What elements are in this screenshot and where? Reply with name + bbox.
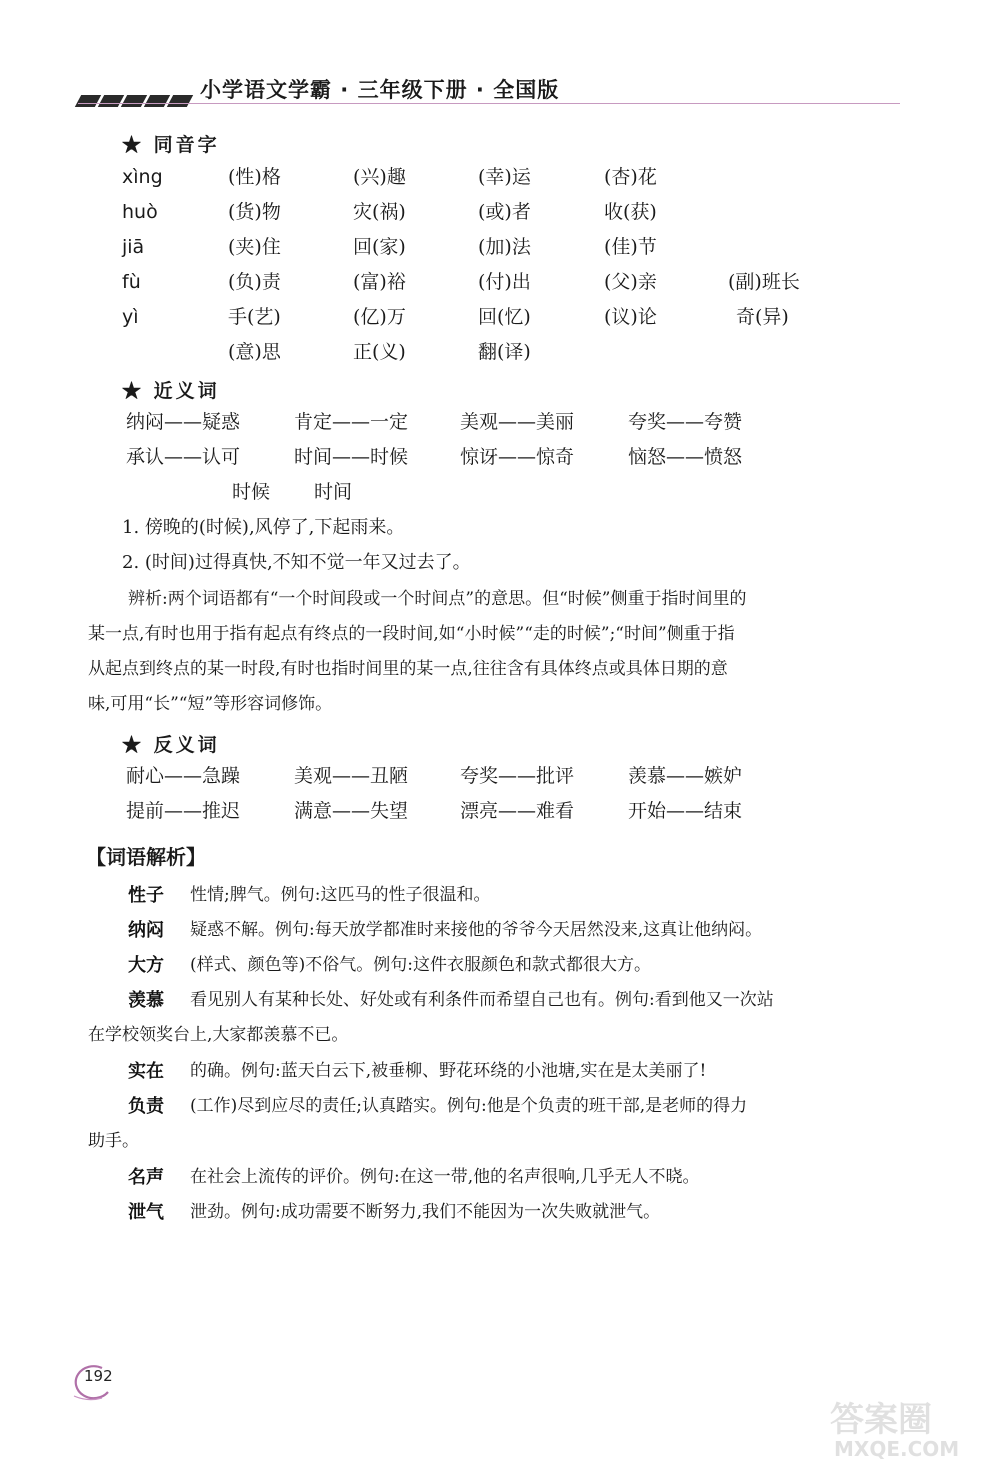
- term-word: 大方: [128, 955, 164, 976]
- term-definition: 在学校领奖台上,大家都羡慕不已。: [88, 1025, 349, 1045]
- watermark-logo: [820, 1395, 990, 1465]
- homophone-word: (杏)花: [604, 166, 657, 188]
- homophone-row: [0, 335, 1000, 370]
- homophone-row: [0, 195, 1000, 230]
- homophone-word: (夹)住: [228, 236, 281, 258]
- page-number: 192: [84, 1367, 113, 1385]
- antonyms-pair: 美观——丑陋: [294, 765, 409, 787]
- header-rule: [78, 103, 900, 104]
- antonyms-pair: 夸奖——批评: [460, 765, 575, 787]
- antonyms-row: [0, 794, 1000, 829]
- homophone-word: (负)责: [228, 271, 281, 293]
- homophone-word: (意)思: [228, 341, 281, 363]
- synonym-sentence-2: 2. (时间)过得真快,不知不觉一年又过去了。: [122, 552, 471, 573]
- synonyms-heading: ★ 近义词: [122, 380, 220, 402]
- homophone-word: 奇(异): [736, 306, 789, 328]
- term-word: 负责: [128, 1096, 164, 1117]
- homophone-row: [0, 230, 1000, 265]
- antonyms-row: [0, 759, 1000, 794]
- term-definition: 助手。: [88, 1131, 139, 1151]
- term-definition: 疑惑不解。例句:每天放学都准时来接他的爷爷今天居然没来,这真让他纳闷。: [190, 920, 763, 940]
- term-definition: (样式、颜色等)不俗气。例句:这件衣服颜色和款式都很大方。: [190, 955, 651, 975]
- term-definition: 看见别人有某种长处、好处或有利条件而希望自己也有。例句:看到他又一次站: [190, 990, 774, 1010]
- homophone-pinyin: fù: [122, 271, 141, 293]
- homophone-word: 收(获): [604, 201, 657, 223]
- homophone-word: 回(家): [353, 236, 406, 258]
- homophone-word: 手(艺): [228, 306, 281, 328]
- homophone-pinyin: jiā: [122, 236, 145, 258]
- homophone-row: [0, 160, 1000, 195]
- analysis-line: 辨析:两个词语都有“一个时间段或一个时间点”的意思。但“时候”侧重于指时间里的: [128, 589, 747, 609]
- homophone-pinyin: yì: [122, 306, 139, 328]
- svg-text:答案圈: 答案圈: [830, 1400, 932, 1440]
- analysis-line: 从起点到终点的某一时段,有时也指时间里的某一点,往往含有具体终点或具体日期的意: [88, 659, 728, 679]
- antonyms-pair: 开始——结束: [628, 800, 743, 822]
- homophone-word: (副)班长: [728, 271, 800, 293]
- homophone-pinyin: xìng: [122, 166, 163, 188]
- synonyms-pair: 时间——时候: [294, 446, 409, 468]
- synonyms-pair: 惊讶——惊奇: [460, 446, 575, 468]
- term-definition: 泄劲。例句:成功需要不断努力,我们不能因为一次失败就泄气。: [190, 1202, 661, 1222]
- term-word: 纳闷: [128, 920, 164, 941]
- synonyms-pair: 夸奖——夸赞: [628, 411, 743, 433]
- homophone-word: (富)裕: [353, 271, 406, 293]
- homophone-word: (或)者: [478, 201, 531, 223]
- term-word: 羡慕: [128, 990, 164, 1011]
- antonyms-pair: 满意——失望: [294, 800, 409, 822]
- synonyms-pair: 纳闷——疑惑: [126, 411, 241, 433]
- analysis-line: 味,可用“长”“短”等形容词修饰。: [88, 694, 333, 714]
- antonyms-pair: 耐心——急躁: [126, 765, 241, 787]
- synonym-sentence-1: 1. 傍晚的(时候),风停了,下起雨来。: [122, 517, 405, 538]
- homophone-word: (性)格: [228, 166, 281, 188]
- pair-word-1: 时候: [232, 481, 271, 503]
- antonyms-pair: 漂亮——难看: [460, 800, 575, 822]
- term-definition: (工作)尽到应尽的责任;认真踏实。例句:他是个负责的班干部,是老师的得力: [190, 1096, 748, 1116]
- term-word: 性子: [128, 885, 164, 906]
- synonyms-row: [0, 405, 1000, 440]
- homophone-word: 翻(译): [478, 341, 531, 363]
- term-definition: 在社会上流传的评价。例句:在这一带,他的名声很响,几乎无人不晓。: [190, 1167, 700, 1187]
- homophone-word: (父)亲: [604, 271, 657, 293]
- homophone-word: (加)法: [478, 236, 531, 258]
- homophone-row: [0, 300, 1000, 335]
- homophone-word: (付)出: [478, 271, 531, 293]
- homophone-word: (幸)运: [478, 166, 531, 188]
- term-definition: 的确。例句:蓝天白云下,被垂柳、野花环绕的小池塘,实在是太美丽了!: [190, 1061, 707, 1081]
- term-word: 名声: [128, 1167, 164, 1188]
- antonyms-heading: ★ 反义词: [122, 734, 220, 756]
- pair-word-2: 时间: [314, 481, 353, 503]
- term-word: 实在: [128, 1061, 164, 1082]
- analysis-line: 某一点,有时也用于指有起点有终点的一段时间,如“小时候”“走的时候”;“时间”侧重于指: [88, 624, 735, 644]
- antonyms-pair: 羡慕——嫉妒: [628, 765, 743, 787]
- homophone-word: (兴)趣: [353, 166, 406, 188]
- homophone-word: (亿)万: [353, 306, 406, 328]
- antonyms-pair: 提前——推迟: [126, 800, 241, 822]
- synonyms-pair: 肯定——一定: [294, 411, 409, 433]
- homophones-heading: ★ 同音字: [122, 134, 220, 156]
- homophone-word: (货)物: [228, 201, 281, 223]
- homophone-pinyin: huò: [122, 201, 158, 223]
- homophone-word: (议)论: [604, 306, 657, 328]
- homophone-word: 回(忆): [478, 306, 531, 328]
- synonyms-row: [0, 440, 1000, 475]
- homophone-word: 正(义): [353, 341, 406, 363]
- homophone-row: [0, 265, 1000, 300]
- synonyms-pair: 美观——美丽: [460, 411, 575, 433]
- homophone-word: 灾(祸): [353, 201, 406, 223]
- homophone-word: (佳)节: [604, 236, 657, 258]
- book-title: 小学语文学霸 · 三年级下册 · 全国版: [200, 78, 560, 102]
- synonyms-pair: 恼怒——愤怒: [628, 446, 743, 468]
- word-analysis-tag: 【词语解析】: [86, 845, 206, 869]
- term-definition: 性情;脾气。例句:这匹马的性子很温和。: [190, 885, 491, 905]
- term-word: 泄气: [128, 1202, 164, 1223]
- watermark-text: MXQE.COM: [834, 1437, 960, 1461]
- synonyms-pair: 承认——认可: [126, 446, 241, 468]
